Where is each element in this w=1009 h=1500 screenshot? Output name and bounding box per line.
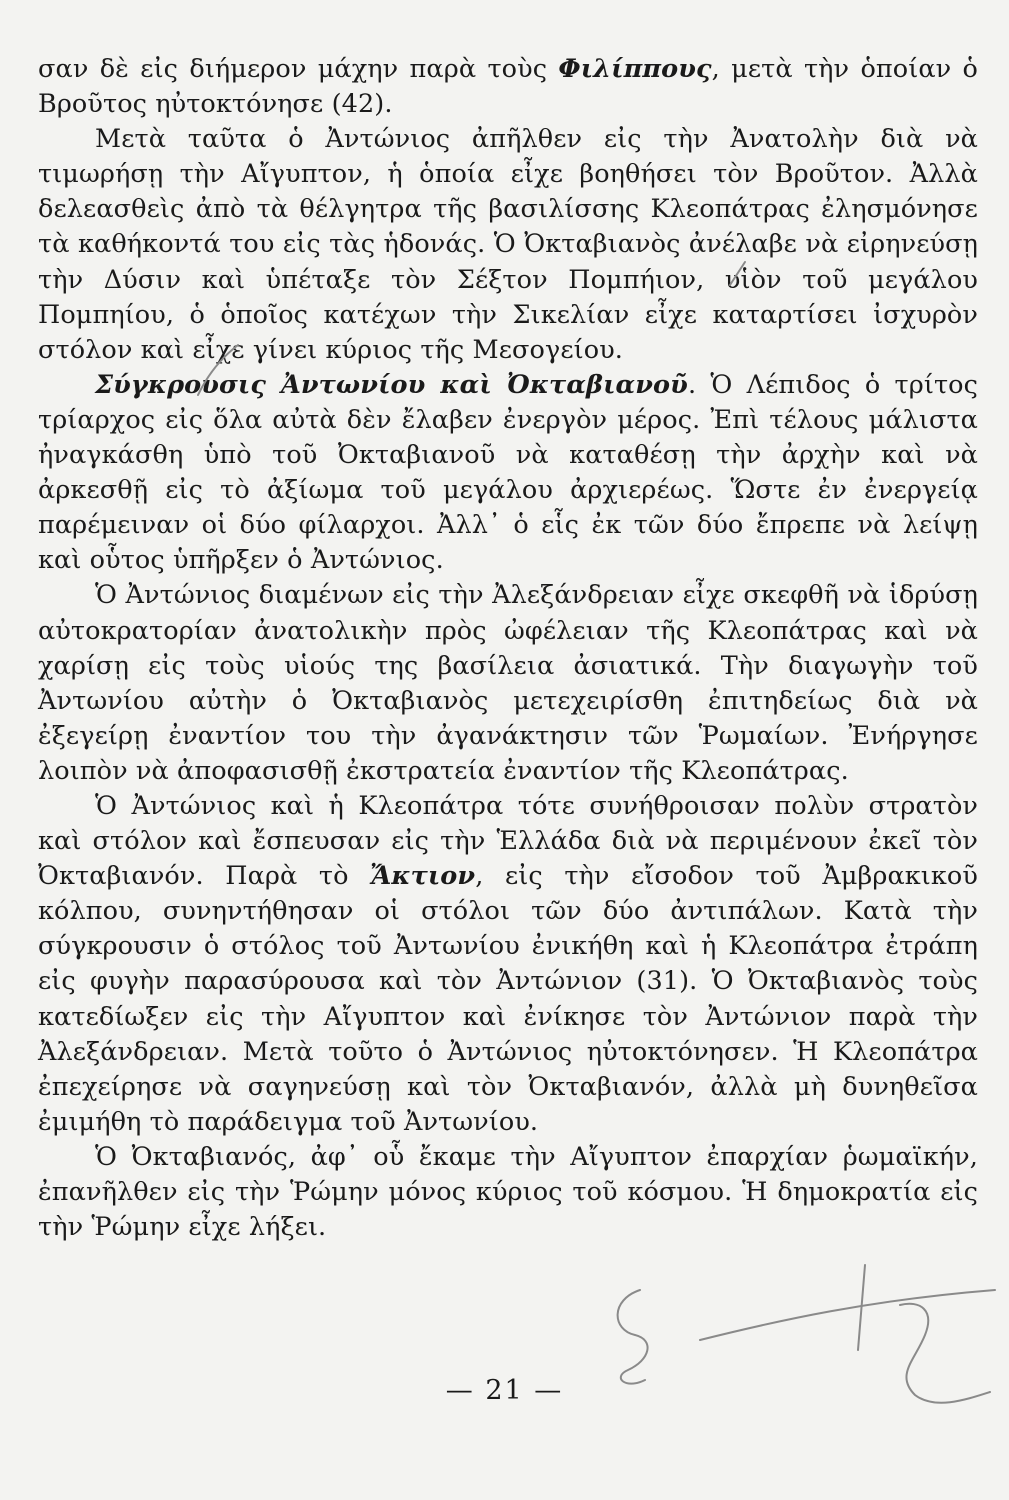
page-number: — 21 — [445,1375,564,1406]
paragraph-4: Ὁ Ἀντώνιος διαμένων εἰς τὴν Ἀλεξάνδρειαν εἶχε σκεφθῆ νὰ ἱδρύσῃ αὐτοκρατορίαν ἀνατολικὴν πρὸς ὠφέλειαν τῆς Κλεοπάτρας καὶ νὰ χαρίσῃ εἰς τοὺς υἱούς της βασίλεια ἀσιατικά. Τὴν διαγωγὴν τοῦ Ἀντωνίου αὐτὴν ὁ Ὀκταβιανὸς μετεχειρίσθη ἐπιτηδείως διὰ νὰ ἐξεγείρῃ ἐναντίον του τὴν ἀγανάκτησιν τῶν Ῥωμαίων. Ἐνήργησε λοιπὸν νὰ ἀποφασισθῇ ἐκστρατεία ἐναντίον τῆς Κλεοπάτρας. [38,580,978,786]
paragraph-5: Ὁ Ἀντώνιος καὶ ἡ Κλεοπάτρα τότε συνήθροισαν πολὺν στρατὸν καὶ στόλον καὶ ἔσπευσαν εἰς τὴν Ἑλλάδα διὰ νὰ περιμένουν ἐκεῖ τὸν Ὀκταβιανόν. Παρὰ τὸ Ἄκτιον, εἰς τὴν εἴσοδον τοῦ Ἀμβρακικοῦ κόλπου, συνηντήθησαν οἱ στόλοι τῶν δύο ἀντιπάλων. Κατὰ τὴν σύγκρουσιν ὁ στόλος τοῦ Ἀντωνίου ἐνικήθη καὶ ἡ Κλεοπάτρα ἐτράπη εἰς φυγὴν παρασύρουσα καὶ τὸν Ἀντώνιον (31). Ὁ Ὀκταβιανὸς τοὺς κατεδίωξεν εἰς τὴν Αἴγυπτον καὶ ἐνίκησε τὸν Ἀντώνιον παρὰ τὴν Ἀλεξάνδρειαν. Μετὰ τοῦτο ὁ Ἀντώνιος ηὐτοκτόνησεν. Ἡ Κλεοπάτρα ἐπεχείρησε νὰ σαγηνεύσῃ καὶ τὸν Ὀκταβιανόν, ἀλλὰ μὴ δυνηθεῖσα ἐμιμήθη τὸ παράδειγμα τοῦ Ἀντωνίου. [38,790,978,1137]
paragraph-1: σαν δὲ εἰς διήμερον μάχην παρὰ τοὺς Φιλίππους, μετὰ τὴν ὁποίαν ὁ Βροῦτος ηὐτοκτόνησε (42). [38,54,978,120]
bold-term-actium: Ἄκτιον [370,861,476,892]
paragraph-3: Σύγκρουσις Ἀντωνίου καὶ Ὀκταβιανοῦ. Ὁ Λέπιδος ὁ τρίτος τρίαρχος εἰς ὅλα αὐτὰ δὲν ἔλαβεν ἐνεργὸν μέρος. Ἐπὶ τέλους μάλιστα ἠναγκάσθη ὑπὸ τοῦ Ὀκταβιανοῦ νὰ καταθέσῃ τὴν ἀρχὴν καὶ νὰ ἀρκεσθῇ εἰς τὸ ἀξίωμα τοῦ μεγάλου ἀρχιερέως. Ὥστε ἐν ἐνεργείᾳ παρέμειναν οἱ δύο φίλαρχοι. Ἀλλ᾽ ὁ εἷς ἐκ τῶν δύο ἔπρεπε νὰ λείψῃ καὶ οὗτος ὑπῆρξεν ὁ Ἀντώνιος. [38,369,978,576]
page-body [38,52,978,1245]
paragraph-2: Μετὰ ταῦτα ὁ Ἀντώνιος ἀπῆλθεν εἰς τὴν Ἀνατολὴν διὰ νὰ τιμωρήσῃ τὴν Αἴγυπτον, ἡ ὁποία εἶχε βοηθήσει τὸν Βροῦτον. Ἀλλὰ δελεασθεὶς ἀπὸ τὰ θέλγητρα τῆς βασιλίσσης Κλεοπάτρας ἐλησμόνησε τὰ καθήκοντά του εἰς τὰς ἡδονάς. Ὁ Ὀκταβιανὸς ἀνέλαβε νὰ εἰρηνεύσῃ τὴν Δύσιν καὶ ὑπέταξε τὸν Σέξτον Πομπήιον, υἱὸν τοῦ μεγάλου Πομπηίου, ὁ ὁποῖος κατέχων τὴν Σικελίαν εἶχε καταρτίσει ἰσχυρὸν στόλον καὶ εἶχε γίνει κύριος τῆς Μεσογείου. [38,124,978,365]
section-heading: Σύγκρουσις Ἀντωνίου καὶ Ὀκταβιανοῦ [95,369,688,400]
paragraph-6: Ὁ Ὀκταβιανός, ἀφ᾽ οὗ ἔκαμε τὴν Αἴγυπτον ἐπαρχίαν ῥωμαϊκήν, ἐπανῆλθεν εἰς τὴν Ῥώμην μόνος κύριος τοῦ κόσμου. Ἡ δημοκρατία εἰς τὴν Ῥώμην εἶχε λήξει. [38,1141,978,1243]
bold-term-philippi: Φιλίππους [558,54,712,84]
